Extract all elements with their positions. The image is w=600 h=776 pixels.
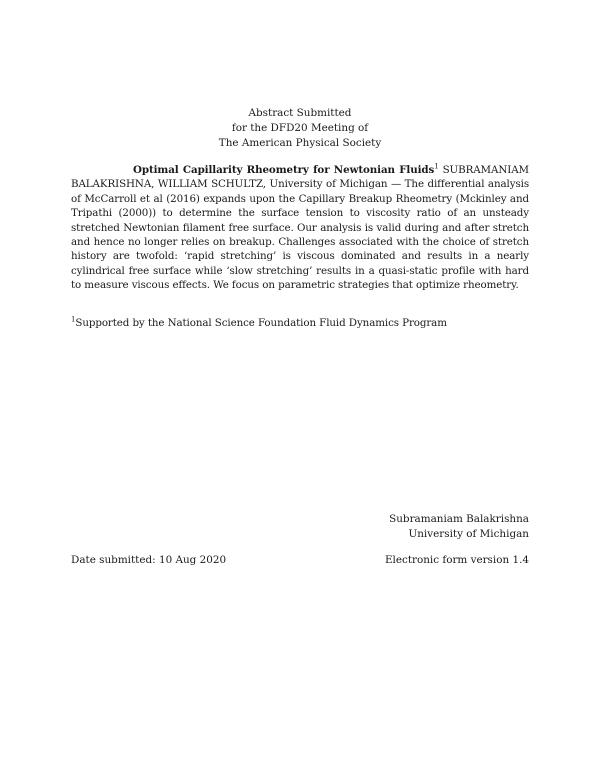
abstract-paragraph bbox=[71, 163, 529, 293]
footnote bbox=[71, 316, 531, 330]
header-line-1: Abstract Submitted bbox=[248, 107, 352, 119]
footnote-marker: 1 bbox=[434, 162, 439, 171]
header-line-2: for the DFD20 Meeting of bbox=[231, 122, 369, 134]
author-name: Subramaniam Balakrishna bbox=[389, 513, 529, 525]
header-line-3: The American Physical Society bbox=[218, 137, 382, 149]
abstract-body: SUBRAMANIAM BALAKRISHNA, WILLIAM SCHULTZ, University of Michigan — The differential analysis of McCarroll et al (2016) expands upon the Capillary Breakup Rheometry (Mckinley and Tripathi (2000)) to determine the surface tension to viscosity ratio of an unsteady stretched Newtonian filament free surface. Our analysis is valid during and after stretch and hence no longer relies on breakup. Challenges associated with the choice of stretch history are twofold: ‘rapid stretching’ is viscous dominated and results in a nearly cylindrical free surface while ‘slow stretching’ results in a quasi-static profile with hard to measure viscous effects. We focus on parametric strategies that optimize rheometry. bbox=[71, 164, 529, 292]
form-version: Electronic form version 1.4 bbox=[384, 554, 529, 566]
footnote-text: Supported by the National Science Foundation Fluid Dynamics Program bbox=[75, 317, 447, 329]
footnote-number: 1 bbox=[71, 315, 76, 324]
abstract-title: Optimal Capillarity Rheometry for Newtonian Fluids bbox=[133, 164, 435, 176]
signature-block bbox=[389, 512, 529, 541]
submission-header bbox=[0, 106, 600, 151]
author-affiliation: University of Michigan bbox=[408, 527, 529, 540]
date-submitted: Date submitted: 10 Aug 2020 bbox=[71, 554, 227, 566]
